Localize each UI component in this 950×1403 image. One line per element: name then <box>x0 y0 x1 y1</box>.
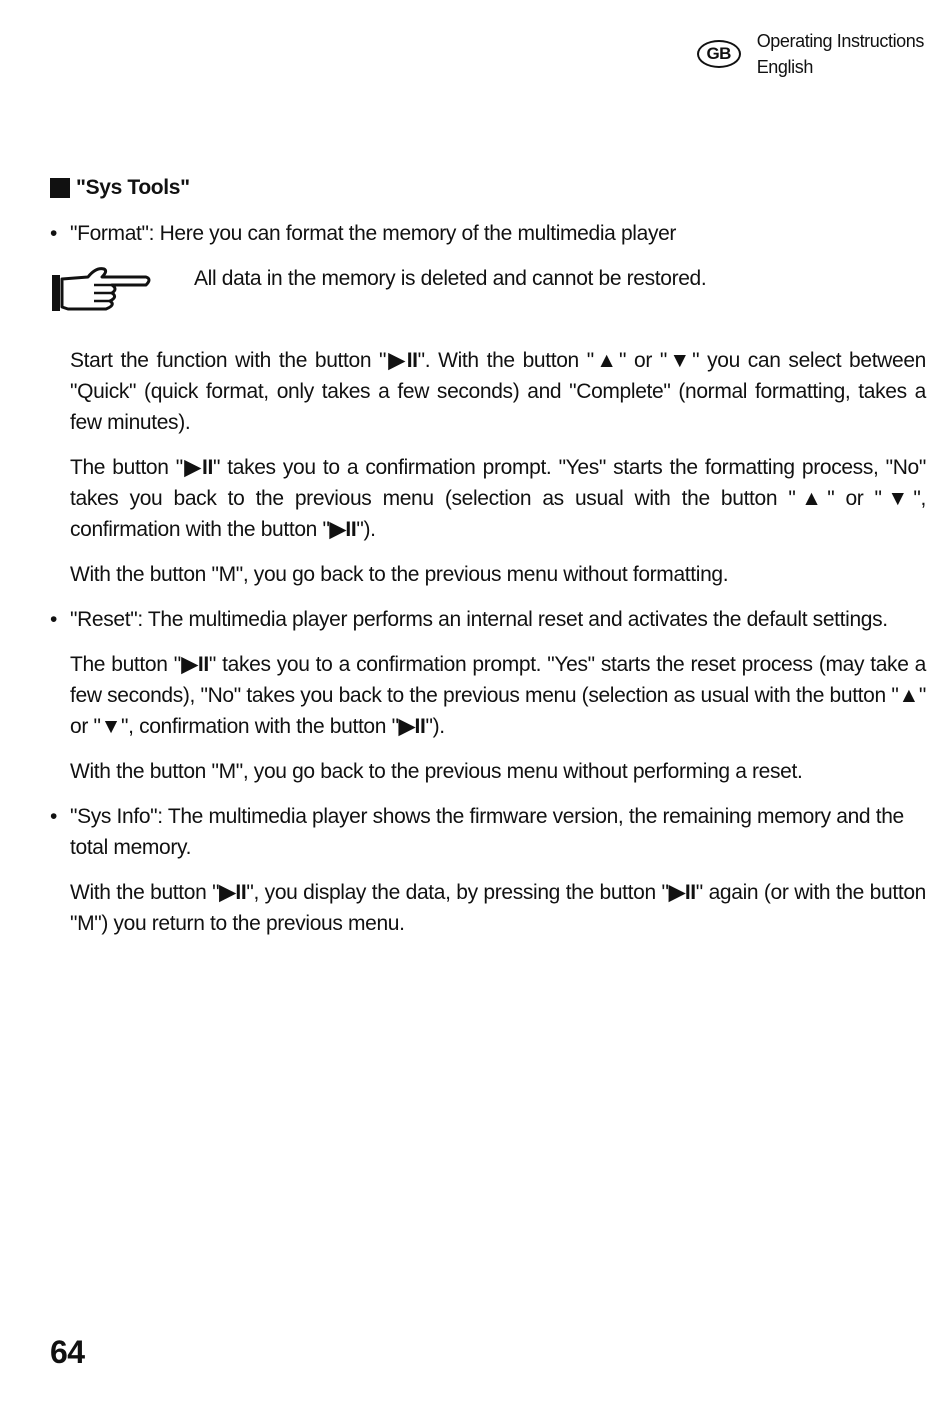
header-text <box>757 28 924 80</box>
header-title: Operating Instructions <box>756 31 924 51</box>
down-arrow-glyph: ▼ <box>881 487 914 510</box>
section-heading <box>50 176 926 200</box>
note-text: All data in the memory is deleted and cannot be restored. <box>194 267 707 290</box>
format-paragraph-3: With the button "M", you go back to the previous menu without formatting. <box>70 563 729 586</box>
up-arrow-glyph: ▲ <box>593 349 620 372</box>
down-arrow-glyph: ▼ <box>666 349 693 372</box>
format-paragraph-2: The button "▶II" takes you to a confirmation prompt. "Yes" starts the formatting process, "No" takes you back to the previous menu (selection as usual with the button "▲" or "▼", confirmation with the button "▶II"). <box>70 456 927 541</box>
play-pause-glyph: ▶II <box>398 715 426 738</box>
play-pause-glyph: ▶II <box>219 881 247 904</box>
sysinfo-paragraph-1: With the button "▶II", you display the data, by pressing the button "▶II" again (or with the button "M") you return to the previous menu. <box>70 881 926 935</box>
page-number: 64 <box>50 1334 85 1370</box>
bullet-dot: • <box>50 222 58 245</box>
bullet-reset-text: "Reset": The multimedia player performs an internal reset and activates the default settings. <box>70 608 888 631</box>
format-paragraph-1: Start the function with the button "▶II". With the button "▲" or "▼" you can select between "Quick" (quick format, only takes a few seconds) and "Complete" (normal formatting, takes a few minutes). <box>70 349 926 434</box>
pointing-hand-icon <box>50 263 154 317</box>
play-pause-glyph: ▶II <box>182 456 213 479</box>
note-box <box>50 263 926 317</box>
up-arrow-glyph: ▲ <box>795 487 828 510</box>
play-pause-glyph: ▶II <box>180 653 209 676</box>
bullet-sysinfo-text: "Sys Info": The multimedia player shows the firmware version, the remaining memory and the total memory. <box>70 805 904 859</box>
bullet-format <box>50 218 926 249</box>
down-arrow-glyph: ▼ <box>100 715 121 738</box>
reset-paragraph-2: With the button "M", you go back to the previous menu without performing a reset. <box>70 760 803 783</box>
section-title: "Sys Tools" <box>76 176 190 199</box>
bullet-dot: • <box>50 805 58 828</box>
header-language: English <box>756 57 813 77</box>
main-content <box>50 176 926 953</box>
bullet-dot: • <box>50 608 58 631</box>
language-badge: GB <box>697 40 741 68</box>
play-pause-glyph: ▶II <box>329 518 357 541</box>
bullet-sysinfo <box>50 801 926 863</box>
play-pause-glyph: ▶II <box>386 349 418 372</box>
bullet-reset <box>50 604 926 635</box>
page-header <box>697 28 924 80</box>
bullet-format-text: "Format": Here you can format the memory of the multimedia player <box>70 222 677 245</box>
square-bullet-icon <box>50 178 70 198</box>
up-arrow-glyph: ▲ <box>898 684 919 707</box>
play-pause-glyph: ▶II <box>668 881 696 904</box>
reset-paragraph-1: The button "▶II" takes you to a confirmation prompt. "Yes" starts the reset process (may take a few seconds), "No" takes you back to the previous menu (selection as usual with the button "▲" or "▼", confirmation with the button "▶II"). <box>70 653 926 738</box>
